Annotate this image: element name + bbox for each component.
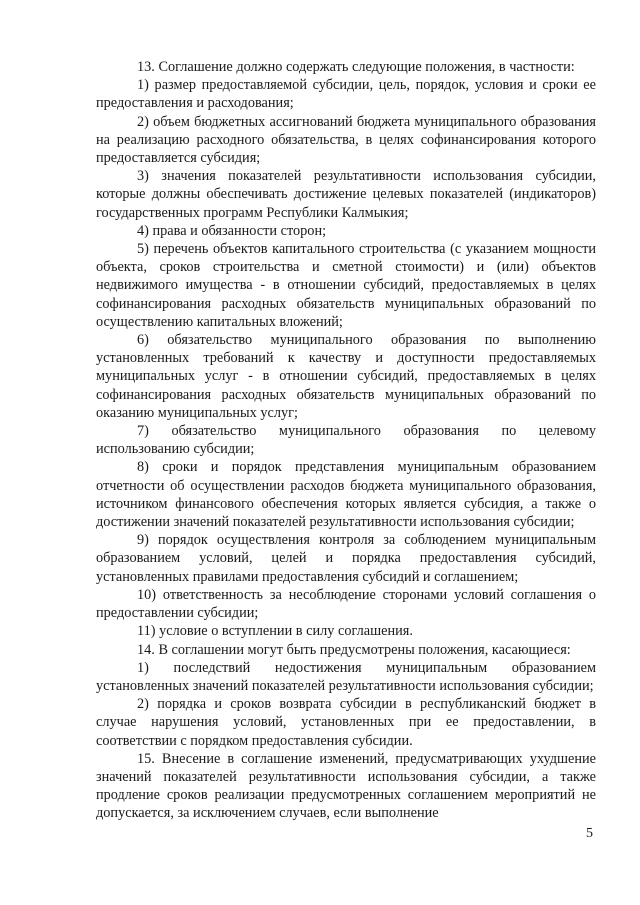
list-item-13-6: 6) обязательство муниципального образования по выполнению установленных требований к качеству и доступности предоставляемых муниципальных услуг - в отношении субсидий, предоставляемых в целях софинансирования расходных обязательств муниципальных образований по оказанию муниципальных услуг;: [96, 332, 596, 421]
list-item-13-1: 1) размер предоставляемой субсидии, цель, порядок, условия и сроки ее предоставления и расходования;: [96, 77, 596, 112]
list-item-13-3: 3) значения показателей результативности использования субсидии, которые должны обеспечивать достижение целевых показателей (индикаторов) государственных программ Республики Калмыкия;: [96, 168, 596, 221]
list-item-14-2: 2) порядка и сроков возврата субсидии в республиканский бюджет в случае нарушения условий, установленных при ее предоставлении, в соответствии с порядком предоставления субсидии.: [96, 696, 596, 749]
list-item-13-2: 2) объем бюджетных ассигнований бюджета муниципального образования на реализацию расходного обязательства, в целях софинансирования которого предоставляется субсидия;: [96, 113, 596, 167]
list-item-13-4: 4) права и обязанности сторон;: [137, 222, 327, 239]
list-item-13-11: 11) условие о вступлении в силу соглашения.: [137, 623, 413, 640]
list-item-13-9: 9) порядок осуществления контроля за соблюдением муниципальным образованием условий, целей и порядка предоставления субсидий, установленных правилами предоставления субсидий и соглашением;: [96, 532, 596, 585]
paragraph-14-intro: 14. В соглашении могут быть предусмотрены положения, касающиеся:: [137, 641, 571, 658]
list-item-13-10: 10) ответственность за несоблюдение сторонами условий соглашения о предоставлении субсидии;: [96, 586, 596, 622]
paragraph-15: 15. Внесение в соглашение изменений, предусматривающих ухудшение значений показателей результативности использования субсидии, а также продление сроков реализации предусмотренных соглашением мероприятий не допускается, за исключением случаев, если выполнение: [96, 750, 596, 822]
paragraph-13-intro: 13. Соглашение должно содержать следующие положения, в частности:: [137, 59, 575, 75]
list-item-14-1: 1) последствий недостижения муниципальным образованием установленных значений показателей результативности использования субсидии;: [96, 659, 596, 694]
document-body: [96, 58, 596, 823]
list-item-13-7: 7) обязательство муниципального образования по целевому использованию субсидии;: [96, 423, 596, 458]
page-number: 5: [586, 826, 593, 841]
list-item-13-5: 5) перечень объектов капитального строительства (с указанием мощности объекта, сроков строительства и сметной стоимости) и (или) объектов недвижимого имущества - в отношении субсидий, предоставляемых в целях софинансирования расходных обязательств муниципальных образований по осуществлению капитальных вложений;: [96, 241, 596, 330]
list-item-13-8: 8) сроки и порядок представления муниципальным образованием отчетности об осуществлении расходов бюджета муниципального образования, источником финансового обеспечения которых является субсидия, а также о достижении значений показателей результативности использования субсидии;: [96, 459, 596, 531]
